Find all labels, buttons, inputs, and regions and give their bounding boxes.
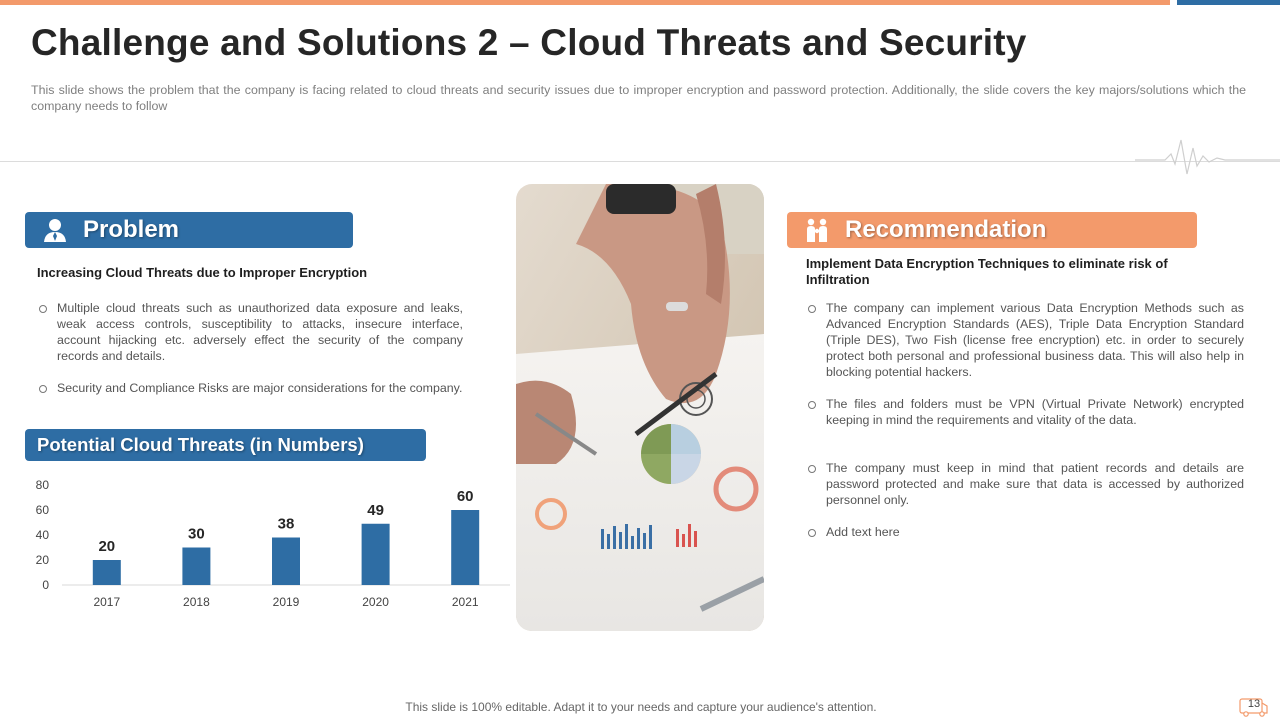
y-tick-label: 60: [35, 503, 49, 517]
bar-value-label: 49: [367, 501, 384, 519]
recommendation-bullet: The company can implement various Data Encryption Methods such as Advanced Encryption Standards (AES), Triple Data Encryption Standard (Triple DES), Two Fish (license free encryption) etc. in order to securely protect both personal and professional business data. This will also help in blocking potential hackers.: [806, 300, 1244, 380]
bar-2018: [182, 548, 210, 586]
x-tick-label: 2020: [362, 595, 389, 609]
problem-heading: Increasing Cloud Threats due to Improper Encryption: [37, 265, 368, 280]
page-number: 13: [1247, 698, 1261, 710]
recommendation-bullet: The files and folders must be VPN (Virtual Private Network) encrypted keeping in mind the requirements and vitality of the data.: [806, 396, 1244, 428]
chart-title: Potential Cloud Threats (in Numbers): [25, 429, 426, 461]
problem-bullet: Multiple cloud threats such as unauthorized data exposure and leaks, weak access controls, susceptibility to attacks, insecure interface, account hijacking etc. adversely effect the security of the company records and details.: [37, 300, 463, 364]
problem-bullet-list: [37, 300, 463, 412]
y-tick-label: 80: [35, 478, 49, 492]
recommendation-header-label: Recommendation: [845, 216, 1047, 243]
x-tick-label: 2021: [451, 595, 479, 609]
bar-value-label: 30: [188, 525, 205, 543]
footer-note: This slide is 100% editable. Adapt it to your needs and capture your audience's attention.: [405, 700, 877, 714]
recommendation-bullet: The company must keep in mind that patient records and details are password protected and make sure that data is accessed by authorized personnel only.: [806, 460, 1244, 508]
bar-value-label: 20: [98, 538, 116, 555]
person-icon: [33, 217, 77, 243]
header-divider: [0, 161, 1280, 162]
y-tick-label: 40: [35, 528, 49, 542]
y-tick-label: 0: [42, 578, 49, 592]
problem-header: [25, 212, 353, 248]
x-tick-label: 2017: [93, 595, 121, 609]
top-accent-bar-blue: [1177, 0, 1280, 5]
problem-bullet: Security and Compliance Risks are major considerations for the company.: [37, 380, 463, 396]
x-tick-label: 2019: [272, 595, 300, 609]
recommendation-bullet: Add text here: [806, 524, 1244, 540]
bar-value-label: 38: [277, 515, 295, 533]
x-tick-label: 2018: [183, 595, 210, 609]
y-tick-label: 20: [35, 553, 49, 567]
bar-value-label: 60: [456, 488, 474, 505]
heartbeat-line-icon: [1135, 134, 1280, 178]
top-accent-bar-orange: [0, 0, 1170, 5]
threats-bar-chart: [25, 470, 515, 615]
business-photo: [516, 184, 764, 631]
bar-2021: [451, 510, 479, 585]
bar-2019: [272, 538, 300, 586]
slide-title: Challenge and Solutions 2 – Cloud Threats and Security: [31, 22, 1027, 63]
recommendation-bullet-list: [806, 300, 1244, 540]
problem-header-label: Problem: [83, 216, 180, 243]
recommendation-header: [787, 212, 1197, 248]
bar-2020: [362, 524, 390, 585]
page-number-badge: [1238, 694, 1270, 718]
recommendation-heading: Implement Data Encryption Techniques to eliminate risk of Infiltration: [806, 256, 1168, 287]
slide-subtitle: This slide shows the problem that the company is facing related to cloud threats and security issues due to improper encryption and password protection. Additionally, the slide covers the key majors/solutions which the company needs to follow: [31, 83, 1246, 113]
team-icon: [795, 216, 839, 244]
bar-2017: [93, 560, 121, 585]
